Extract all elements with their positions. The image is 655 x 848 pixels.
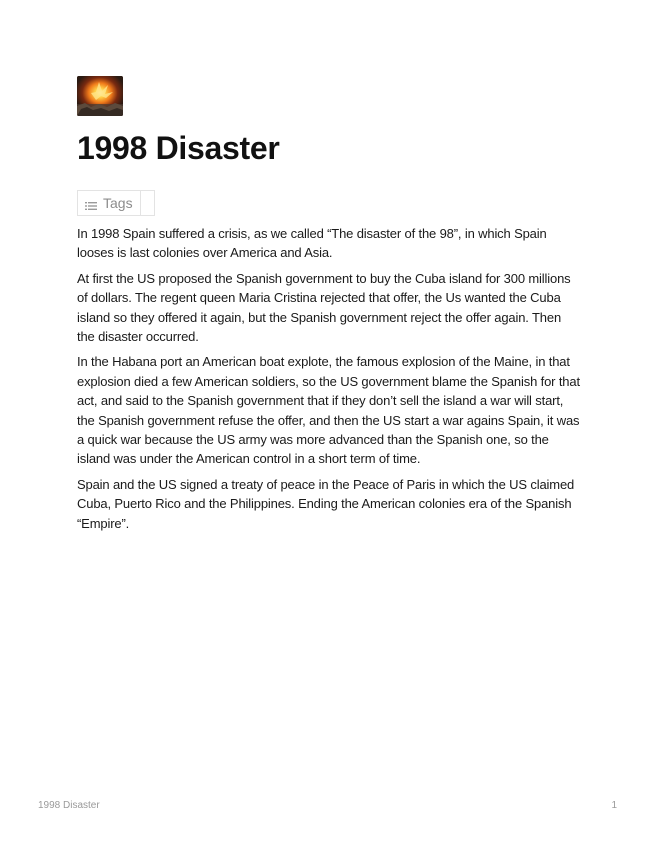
paragraph: In 1998 Spain suffered a crisis, as we called “The disaster of the 98”, in which Spain looses is last colonies over America and Asia.: [77, 226, 547, 261]
explosion-image-icon: [77, 76, 123, 116]
tags-property[interactable]: [77, 190, 155, 216]
list-icon: [85, 198, 97, 208]
tags-label: Tags: [103, 195, 133, 211]
paragraph: At first the US proposed the Spanish government to buy the Cuba island for 300 millions of dollars. The regent queen Maria Cristina rejected that offer, the Us wanted the Cuba island so they offered it again, but the Spanish government reject the offer again. Then the disaster occurred.: [77, 270, 571, 345]
tags-value-cell[interactable]: [141, 190, 155, 216]
document-body: [77, 224, 582, 539]
page-title: 1998 Disaster: [77, 130, 280, 166]
footer-doc-name: 1998 Disaster: [38, 800, 100, 811]
paragraph: In the Habana port an American boat explote, the famous explosion of the Maine, in that explosion died a few American soldiers, so the US government blame the Spanish for that act, and said to the Spanish government that if they don’t sell the island a war will start, the Spanish government refuse the offer, and then the US start a war agains Spain, it was a quick war because the US army was more advanced than the Spanish one, so the island was under the American control in a short term of time.: [77, 354, 580, 467]
footer-page-number: 1: [611, 800, 617, 811]
tags-label-chip[interactable]: [77, 190, 141, 216]
paragraph: Spain and the US signed a treaty of peace in the Peace of Paris in which the US claimed Cuba, Puerto Rico and the Philippines. Ending the American colonies era of the Spanish “Empire”.: [77, 476, 575, 531]
